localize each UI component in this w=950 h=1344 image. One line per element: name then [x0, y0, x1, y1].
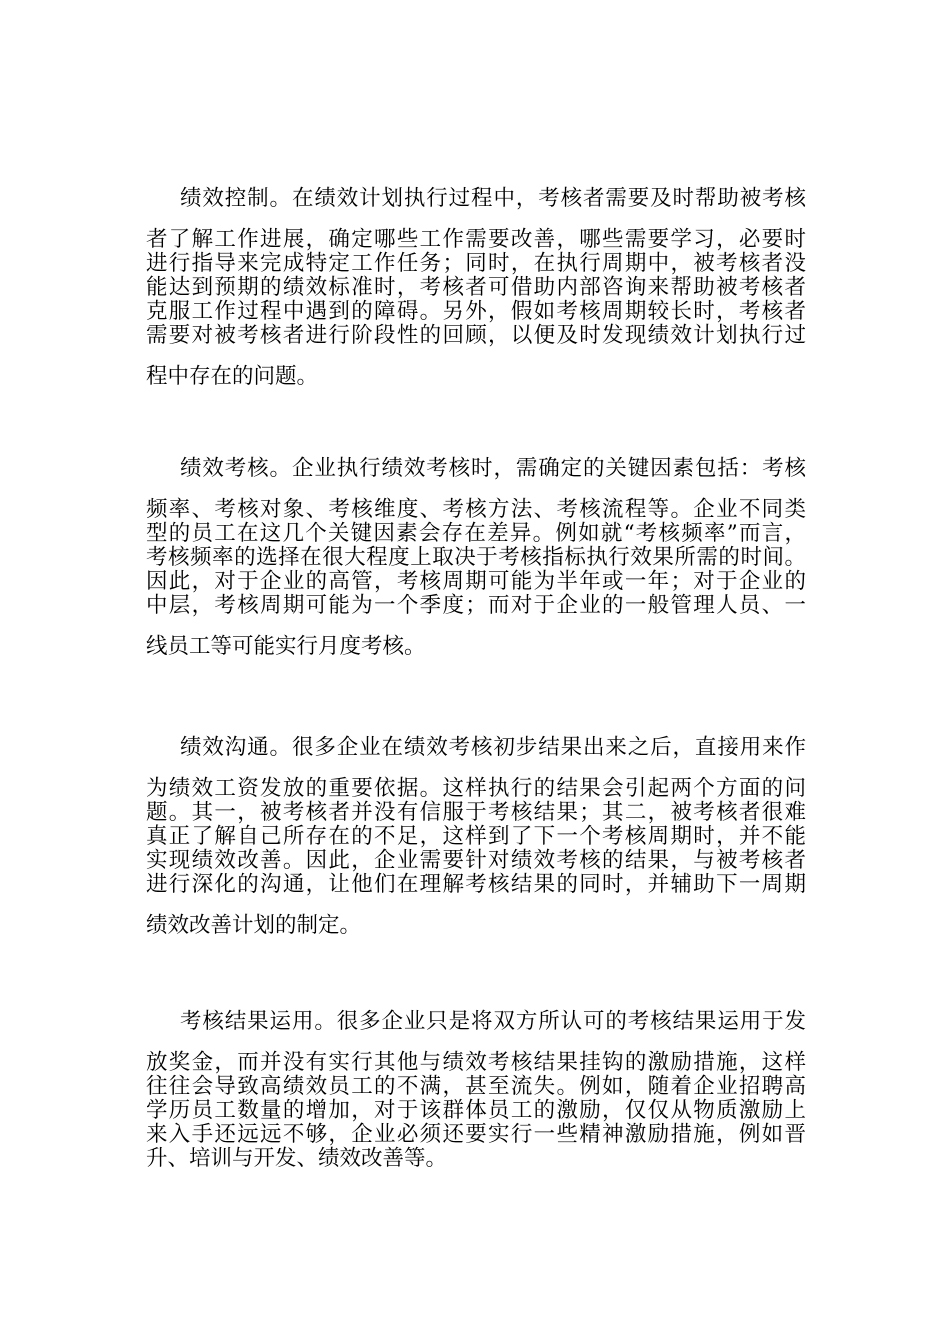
paragraph-line: 型的员工在这几个关键因素会存在差异。例如就“考核频率”而言， — [146, 521, 806, 546]
paragraph-line: 绩效控制。在绩效计划执行过程中，考核者需要及时帮助被考核 — [180, 186, 806, 211]
paragraph-line: 因此，对于企业的高管，考核周期可能为半年或一年；对于企业的 — [146, 569, 806, 594]
paragraph-line: 中层，考核周期可能为一个季度；而对于企业的一般管理人员、一 — [146, 593, 806, 618]
paragraph-line: 放奖金，而并没有实行其他与绩效考核结果挂钩的激励措施，这样 — [146, 1050, 806, 1075]
paragraph-line: 者了解工作进展，确定哪些工作需要改善，哪些需要学习，必要时 — [146, 227, 806, 252]
paragraph-line: 考核频率的选择在很大程度上取决于考核指标执行效果所需的时间。 — [146, 545, 806, 570]
paragraph-line: 往往会导致高绩效员工的不满，甚至流失。例如，随着企业招聘高 — [146, 1074, 806, 1099]
paragraph-line: 绩效考核。企业执行绩效考核时，需确定的关键因素包括：考核 — [180, 456, 806, 481]
paragraph-line: 程中存在的问题。 — [146, 364, 319, 389]
paragraph-line: 绩效沟通。很多企业在绩效考核初步结果出来之后，直接用来作 — [180, 735, 806, 760]
paragraph-line: 真正了解自己所存在的不足，这样到了下一个考核周期时，并不能 — [146, 824, 806, 849]
paragraph-line: 频率、考核对象、考核维度、考核方法、考核流程等。企业不同类 — [146, 497, 806, 522]
paragraph-line: 线员工等可能实行月度考核。 — [146, 634, 426, 659]
paragraph-line: 升、培训与开发、绩效改善等。 — [146, 1146, 448, 1171]
paragraph-line: 来入手还远远不够，企业必须还要实行一些精神激励措施，例如晋 — [146, 1122, 806, 1147]
paragraph-line: 需要对被考核者进行阶段性的回顾，以便及时发现绩效计划执行过 — [146, 323, 806, 348]
paragraph-line: 学历员工数量的增加，对于该群体员工的激励，仅仅从物质激励上 — [146, 1098, 806, 1123]
paragraph-line: 为绩效工资发放的重要依据。这样执行的结果会引起两个方面的问 — [146, 776, 806, 801]
paragraph-line: 能达到预期的绩效标准时，考核者可借助内部咨询来帮助被考核者 — [146, 275, 806, 300]
paragraph-line: 考核结果运用。很多企业只是将双方所认可的考核结果运用于发 — [180, 1009, 806, 1034]
paragraph-line: 克服工作过程中遇到的障碍。另外，假如考核周期较长时，考核者 — [146, 299, 806, 324]
paragraph-line: 题。其一，被考核者并没有信服于考核结果；其二，被考核者很难 — [146, 800, 806, 825]
paragraph-line: 绩效改善计划的制定。 — [146, 913, 362, 938]
paragraph-line: 进行指导来完成特定工作任务；同时，在执行周期中，被考核者没 — [146, 251, 806, 276]
paragraph-line: 实现绩效改善。因此，企业需要针对绩效考核的结果，与被考核者 — [146, 848, 806, 873]
paragraph-line: 进行深化的沟通，让他们在理解考核结果的同时，并辅助下一周期 — [146, 872, 806, 897]
